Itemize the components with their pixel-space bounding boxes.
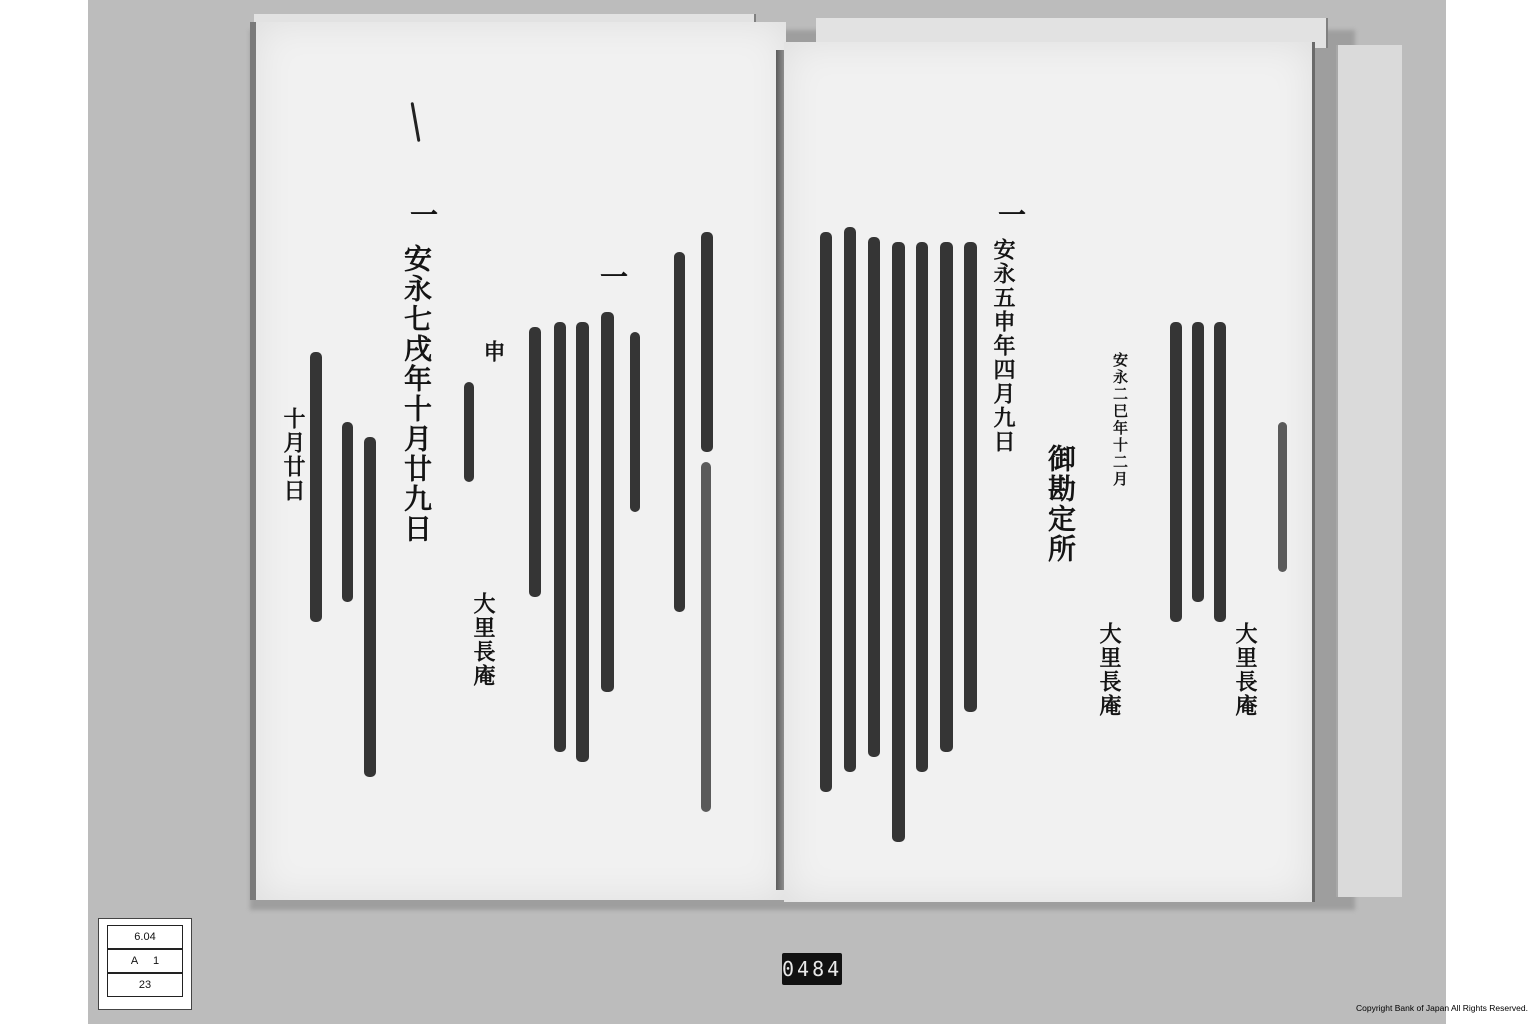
- date-note: 安永二巳年十二月: [1111, 352, 1129, 488]
- handwriting-column: [820, 232, 832, 792]
- entry-date-line: 安永五申年四月九日: [990, 238, 1016, 454]
- entry-date-line-2: 十月廿日: [280, 407, 306, 503]
- signatory-name: 大里長庵: [1232, 622, 1258, 718]
- signatory-name-2: 大里長庵: [1096, 622, 1122, 718]
- handwriting-column: [310, 352, 322, 622]
- handwriting-column: [576, 322, 589, 762]
- entry-date-line: 安永七戌年十月廿九日: [400, 244, 433, 544]
- handwriting-column: [916, 242, 928, 772]
- handwriting-column: [674, 252, 685, 612]
- frame-number: 0484: [782, 953, 842, 985]
- receiver-name: 申: [480, 340, 506, 364]
- office-heading: 御勘定所: [1044, 444, 1077, 564]
- sender-signature: 大里長庵: [470, 592, 496, 688]
- handwriting-column: [964, 242, 977, 712]
- handwriting-column: [868, 237, 880, 757]
- left-page: [250, 22, 786, 900]
- handwriting-column: [701, 232, 713, 452]
- entry-lead-mark: 一: [596, 262, 629, 292]
- handwriting-column: [1170, 322, 1182, 622]
- archive-reference-label: [98, 918, 192, 1010]
- label-row-1: 6.04: [107, 925, 183, 949]
- book-cover-edge: [1336, 45, 1402, 897]
- handwriting-column: [701, 462, 711, 812]
- label-row-2-left: A: [130, 955, 138, 967]
- handwriting-column: [844, 227, 856, 772]
- handwriting-column: [630, 332, 640, 512]
- ink-mark: [411, 102, 421, 142]
- label-row-2: [107, 949, 183, 973]
- label-row-2-right: 1: [152, 955, 160, 967]
- handwriting-column: [554, 322, 566, 752]
- handwriting-column: [1214, 322, 1226, 622]
- handwriting-column: [1192, 322, 1204, 602]
- handwriting-column: [1278, 422, 1287, 572]
- handwriting-column: [529, 327, 541, 597]
- entry-lead-mark: 一: [994, 200, 1027, 230]
- copyright-notice: Copyright Bank of Japan All Rights Reserved.: [1356, 1003, 1528, 1013]
- handwriting-column: [892, 242, 905, 842]
- label-row-3: 23: [107, 973, 183, 997]
- right-page: [784, 42, 1315, 902]
- handwriting-column: [940, 242, 953, 752]
- handwriting-column: [364, 437, 376, 777]
- entry-lead-mark: 一: [406, 200, 439, 230]
- handwriting-column: [342, 422, 353, 602]
- handwriting-column: [464, 382, 474, 482]
- handwriting-column: [601, 312, 614, 692]
